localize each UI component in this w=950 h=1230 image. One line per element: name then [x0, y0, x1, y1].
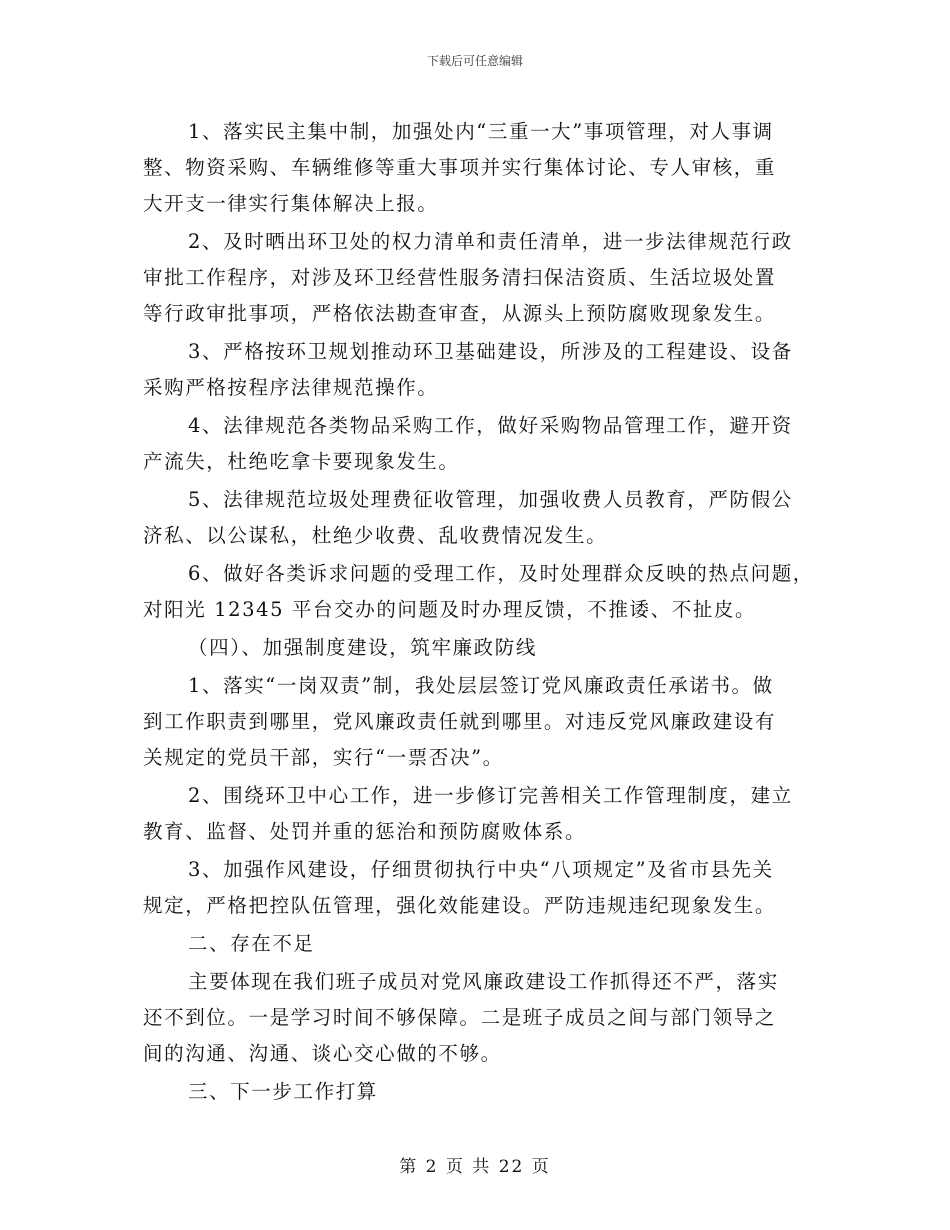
text-line: 关规定的党员干部，实行“一票否决”。 [143, 746, 504, 769]
page-header: 下载后可任意编辑 [426, 54, 523, 68]
text-line: 规定，严格把控队伍管理，强化效能建设。严防违规违纪现象发生。 [143, 894, 777, 917]
text-line: 大开支一律实行集体解决上报。 [143, 192, 439, 215]
section-heading: （四）、加强制度建设，筑牢廉政防线 [188, 636, 537, 659]
page-number: 第 2 页 共 22 页 [399, 1157, 551, 1177]
text-line: 3、严格按环卫规划推动环卫基础建设，所涉及的工程建设、设备 [188, 340, 793, 363]
text-line: 1、落实民主集中制，加强处内“三重一大”事项管理，对人事调 [188, 120, 774, 143]
section-heading: 三、下一步工作打算 [188, 1080, 378, 1103]
text-line: 主要体现在我们班子成员对党风廉政建设工作抓得还不严，落实 [188, 970, 779, 993]
text-line: 对阳光 12345 平台交办的问题及时办理反馈，不推诿、不扯皮。 [143, 598, 757, 621]
text-line: 1、落实“一岗双责”制，我处层层签订党风廉政责任承诺书。做 [188, 674, 774, 697]
text-line: 济私、以公谋私，杜绝少收费、乱收费情况发生。 [143, 524, 608, 547]
text-line: 产流失，杜绝吃拿卡要现象发生。 [143, 450, 460, 473]
text-line: 审批工作程序，对涉及环卫经营性服务清扫保洁资质、生活垃圾处置 [143, 266, 777, 289]
text-line: 还不到位。一是学习时间不够保障。二是班子成员之间与部门领导之 [143, 1006, 777, 1029]
text-line: 2、及时晒出环卫处的权力清单和责任清单，进一步法律规范行政 [188, 230, 793, 253]
text-line: 到工作职责到哪里，党风廉政责任就到哪里。对违反党风廉政建设有 [143, 710, 777, 733]
text-line: 采购严格按程序法律规范操作。 [143, 376, 439, 399]
text-line: 6、做好各类诉求问题的受理工作，及时处理群众反映的热点问题， [188, 562, 814, 585]
section-heading: 二、存在不足 [188, 932, 315, 955]
text-line: 5、法律规范垃圾处理费征收管理，加强收费人员教育，严防假公 [188, 488, 793, 511]
text-line: 3、加强作风建设，仔细贯彻执行中央“八项规定”及省市县先关 [188, 858, 774, 881]
text-line: 整、物资采购、车辆维修等重大事项并实行集体讨论、专人审核，重 [143, 156, 777, 179]
text-line: 教育、监督、处罚并重的惩治和预防腐败体系。 [143, 820, 587, 843]
text-line: 间的沟通、沟通、谈心交心做的不够。 [143, 1042, 502, 1065]
text-line: 2、围绕环卫中心工作，进一步修订完善相关工作管理制度，建立 [188, 784, 793, 807]
text-line: 4、法律规范各类物品采购工作，做好采购物品管理工作，避开资 [188, 414, 793, 437]
text-line: 等行政审批事项，严格依法勘查审查，从源头上预防腐败现象发生。 [143, 302, 777, 325]
